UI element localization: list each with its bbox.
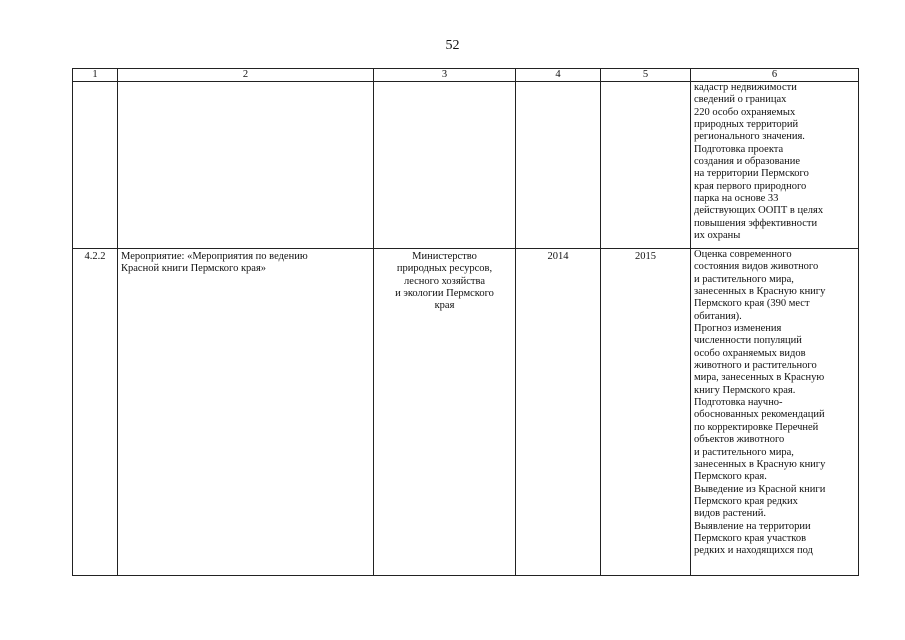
text-line: и экологии Пермского: [395, 288, 494, 300]
cell-number: 4.2.2: [73, 249, 118, 576]
text-line: занесенных в Красную книгу: [694, 286, 826, 298]
text-line: особо охраняемых видов: [694, 347, 806, 359]
cell-executor: [374, 249, 516, 576]
text-line: объектов животного: [694, 434, 785, 446]
column-number-5: 5: [601, 69, 691, 82]
table-row-4-2-2: [73, 249, 859, 576]
text-line: 220 особо охраняемых: [694, 106, 796, 118]
text-line: их охраны: [694, 230, 741, 242]
text-line: регионального значения.: [694, 131, 805, 143]
text-line: природных ресурсов,: [396, 263, 493, 275]
text-line: Прогноз изменения: [694, 323, 782, 335]
cell-name: [118, 82, 374, 249]
text-line: Выявление на территории: [694, 520, 811, 532]
text-line: края первого природного: [694, 180, 807, 192]
text-line: Подготовка проекта: [694, 143, 784, 155]
cell-end-year: 2015: [601, 249, 691, 576]
text-line: сведений о границах: [694, 94, 787, 106]
text-line: создания и образование: [694, 156, 801, 168]
text-line: по корректировке Перечней: [694, 421, 819, 433]
text-line: Мероприятие: «Мероприятия по ведению: [121, 251, 308, 262]
text-line: Красной книги Пермского края»: [121, 263, 267, 275]
text-line: занесенных в Красную книгу: [694, 458, 826, 470]
text-line: Министерство: [412, 251, 477, 262]
column-number-4: 4: [516, 69, 601, 82]
text-line: обитания).: [694, 310, 742, 322]
text-line: и растительного мира,: [694, 446, 794, 458]
text-line: Оценка современного: [694, 249, 792, 260]
text-line: Пермского края участков: [694, 532, 807, 544]
text-line: Пермского края (390 мест: [694, 298, 810, 310]
text-line: действующих ООПТ в целях: [694, 205, 824, 217]
cell-executor: [374, 82, 516, 249]
text-line: кадастр недвижимости: [694, 82, 797, 93]
text-line: мира, занесенных в Красную: [694, 372, 825, 384]
text-line: повышения эффективности: [694, 217, 818, 229]
text-line: животного и растительного: [694, 360, 817, 372]
text-line: природных территорий: [694, 119, 799, 131]
text-line: Подготовка научно-: [694, 397, 783, 409]
column-number-1: 1: [73, 69, 118, 82]
column-number-2: 2: [118, 69, 374, 82]
cell-result: [691, 82, 859, 249]
cell-end-year: [601, 82, 691, 249]
table-row-continuation: [73, 82, 859, 249]
cell-result: [691, 249, 859, 576]
text-line: Пермского края редких: [694, 495, 798, 507]
text-line: состояния видов животного: [694, 261, 819, 273]
table-header-row: [73, 69, 859, 82]
column-number-3: 3: [374, 69, 516, 82]
text-line: на территории Пермского: [694, 168, 809, 180]
text-line: Пермского края.: [694, 471, 767, 483]
text-line: и растительного мира,: [694, 273, 794, 285]
text-line: книгу Пермского края.: [694, 384, 796, 396]
column-number-6: 6: [691, 69, 859, 82]
text-line: видов растений.: [694, 508, 767, 520]
cell-start-year: 2014: [516, 249, 601, 576]
cell-number: [73, 82, 118, 249]
text-line: редких и находящихся под: [694, 545, 813, 557]
text-line: Выведение из Красной книги: [694, 483, 826, 495]
text-line: края: [434, 300, 455, 312]
text-line: парка на основе 33: [694, 193, 779, 205]
measures-table: [72, 68, 859, 576]
text-line: обоснованных рекомендаций: [694, 409, 825, 421]
cell-name: [118, 249, 374, 576]
text-line: лесного хозяйства: [403, 275, 486, 287]
text-line: численности популяций: [694, 335, 802, 347]
page-number: 52: [445, 38, 460, 53]
cell-start-year: [516, 82, 601, 249]
